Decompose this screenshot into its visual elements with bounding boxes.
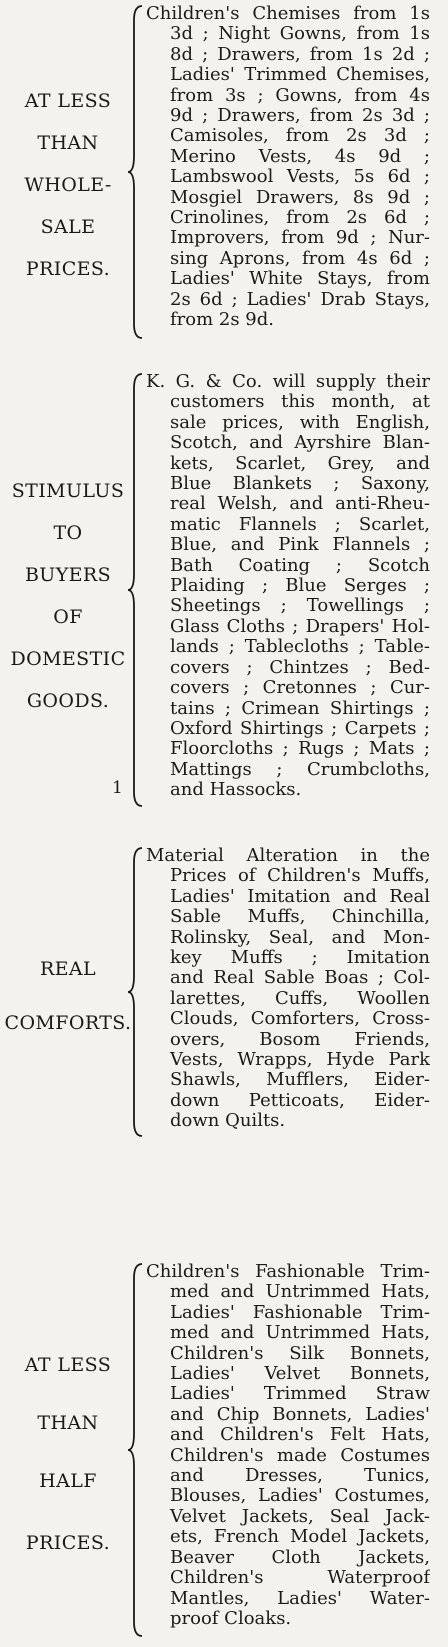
text-line: larettes, Cuffs, Woollen	[170, 988, 430, 1009]
text-line: Children's Waterproof	[170, 1568, 430, 1589]
heading-word: STIMULUS	[11, 480, 125, 502]
text-line: Lambswool Vests, 5s 6d ;	[170, 167, 430, 188]
text-line: Ladies' Fashionable Trim-	[170, 1302, 430, 1323]
text-line: 8d ; Drawers, from 1s 2d ;	[170, 44, 430, 65]
text-line: overs, Bosom Friends,	[170, 1029, 430, 1050]
section-hats-and-jackets	[0, 1262, 448, 1638]
text-line: Mosgiel Drawers, 8s 9d ;	[170, 187, 430, 208]
text-line: and Hassocks.	[170, 780, 302, 801]
text-line: covers ; Cretonnes ; Cur-	[170, 678, 430, 699]
text-line: Mattings ; Crumbcloths,	[170, 759, 430, 780]
text-line: Velvet Jackets, Seal Jack-	[170, 1506, 430, 1527]
section-heading	[0, 1262, 136, 1638]
heading-word: HALF	[39, 1470, 97, 1492]
text-line: Crinolines, from 2s 6d ;	[170, 208, 430, 229]
heading-word: SALE	[40, 216, 96, 238]
text-line: Bath Coating ; Scotch	[170, 555, 430, 576]
heading-word: REAL	[39, 958, 97, 980]
text-line: Mantles, Ladies' Water-	[170, 1588, 430, 1609]
text-line: Floorcloths ; Rugs ; Mats ;	[170, 739, 430, 760]
text-line: Clouds, Comforters, Cross-	[170, 1009, 430, 1030]
text-line: Ladies' Trimmed Chemises,	[170, 65, 430, 86]
text-line: 3d ; Night Gowns, from 1s	[170, 24, 430, 45]
curly-brace-icon	[126, 372, 144, 808]
section-heading	[0, 846, 136, 1138]
text-line: 9d ; Drawers, from 2s 3d ;	[170, 106, 430, 127]
heading-word: AT LESS	[24, 1354, 112, 1376]
text-line: and Dresses, Tunics,	[170, 1466, 430, 1487]
text-line: matic Flannels ; Scarlet,	[170, 514, 430, 535]
heading-word: WHOLE-	[24, 174, 112, 196]
text-line: real Welsh, and anti-Rheu-	[170, 494, 430, 515]
text-line: and Children's Felt Hats,	[170, 1425, 430, 1446]
curly-brace-icon	[126, 1262, 144, 1638]
section-body	[146, 1262, 430, 1629]
heading-word: BUYERS	[24, 564, 112, 586]
text-line: Prices of Children's Muffs,	[170, 866, 430, 887]
text-line: tains ; Crimean Shirtings ;	[170, 698, 430, 719]
text-line: Scotch, and Ayrshire Blan-	[170, 433, 430, 454]
heading-word: PRICES.	[25, 258, 111, 280]
text-line: Blue Blankets ; Saxony,	[170, 474, 430, 495]
heading-word: OF	[53, 606, 83, 628]
text-line: Sheetings ; Towellings ;	[170, 596, 430, 617]
text-line: from 2s 9d.	[170, 310, 275, 331]
text-line: kets, Scarlet, Grey, and	[170, 453, 430, 474]
text-line: Beaver Cloth Jackets,	[170, 1547, 430, 1568]
text-line: Ladies' Velvet Bonnets,	[170, 1364, 430, 1385]
text-line: Improvers, from 9d ; Nur-	[170, 228, 430, 249]
section-real-comforts	[0, 846, 448, 1138]
heading-word: COMFORTS.	[4, 1012, 132, 1034]
text-line: Glass Cloths ; Drapers' Hol-	[170, 616, 430, 637]
text-line: Ladies' White Stays, from	[170, 269, 430, 290]
section-heading	[0, 372, 136, 808]
text-line: Blue, and Pink Flannels ;	[170, 535, 430, 556]
text-line: key Muffs ; Imitation	[170, 948, 430, 969]
text-line: Children's Chemises from 1s	[146, 4, 430, 24]
text-line: 2s 6d ; Ladies' Drab Stays,	[170, 289, 430, 310]
text-line: Plaiding ; Blue Serges ;	[170, 576, 430, 597]
text-line: Merino Vests, 4s 9d ;	[170, 146, 430, 167]
text-line: down Petticoats, Eider-	[170, 1090, 430, 1111]
text-line: sing Aprons, from 4s 6d ;	[170, 248, 430, 269]
text-line: Children's made Costumes	[170, 1445, 430, 1466]
text-line: Shawls, Mufflers, Eider-	[170, 1070, 430, 1091]
text-line: Vests, Wrapps, Hyde Park	[170, 1050, 430, 1071]
text-line: and Real Sable Boas ; Col-	[170, 968, 430, 989]
text-line: covers ; Chintzes ; Bed-	[170, 657, 430, 678]
text-line: Camisoles, from 2s 3d ;	[170, 126, 430, 147]
section-underclothing	[0, 4, 448, 340]
section-body	[146, 372, 430, 801]
text-line: ets, French Model Jackets,	[170, 1527, 430, 1548]
heading-word: THAN	[37, 132, 99, 154]
text-line: down Quilts.	[170, 1111, 286, 1132]
text-line: Children's Fashionable Trim-	[146, 1262, 430, 1282]
text-line: and Chip Bonnets, Ladies'	[170, 1404, 430, 1425]
text-line: Children's Silk Bonnets,	[170, 1343, 430, 1364]
heading-word: TO	[53, 522, 83, 544]
text-line: customers this month, at	[170, 392, 430, 413]
text-line: med and Untrimmed Hats,	[170, 1323, 430, 1344]
heading-word: THAN	[37, 1412, 99, 1434]
heading-word: AT LESS	[24, 90, 112, 112]
text-line: Material Alteration in the	[146, 846, 430, 866]
text-line: Sable Muffs, Chinchilla,	[170, 907, 430, 928]
text-line: proof Cloaks.	[170, 1608, 292, 1629]
text-line: Ladies' Imitation and Real	[170, 886, 430, 907]
margin-mark: 1	[112, 778, 123, 798]
section-domestic-goods	[0, 372, 448, 808]
curly-brace-icon	[126, 4, 144, 340]
section-body	[146, 4, 430, 331]
text-line: Rolinsky, Seal, and Mon-	[170, 927, 430, 948]
heading-word: PRICES.	[25, 1532, 111, 1554]
heading-word: GOODS.	[26, 690, 110, 712]
text-line: Oxford Shirtings ; Carpets ;	[170, 718, 430, 739]
curly-brace-icon	[126, 846, 144, 1138]
text-line: Ladies' Trimmed Straw	[170, 1384, 430, 1405]
text-line: sale prices, with English,	[170, 412, 430, 433]
section-heading	[0, 4, 136, 340]
text-line: lands ; Tablecloths ; Table-	[170, 637, 430, 658]
text-line: K. G. & Co. will supply their	[146, 372, 430, 392]
section-body	[146, 846, 430, 1132]
text-line: Blouses, Ladies' Costumes,	[170, 1486, 430, 1507]
text-line: med and Untrimmed Hats,	[170, 1282, 430, 1303]
heading-word: DOMESTIC	[10, 648, 126, 670]
text-line: from 3s ; Gowns, from 4s	[170, 85, 430, 106]
